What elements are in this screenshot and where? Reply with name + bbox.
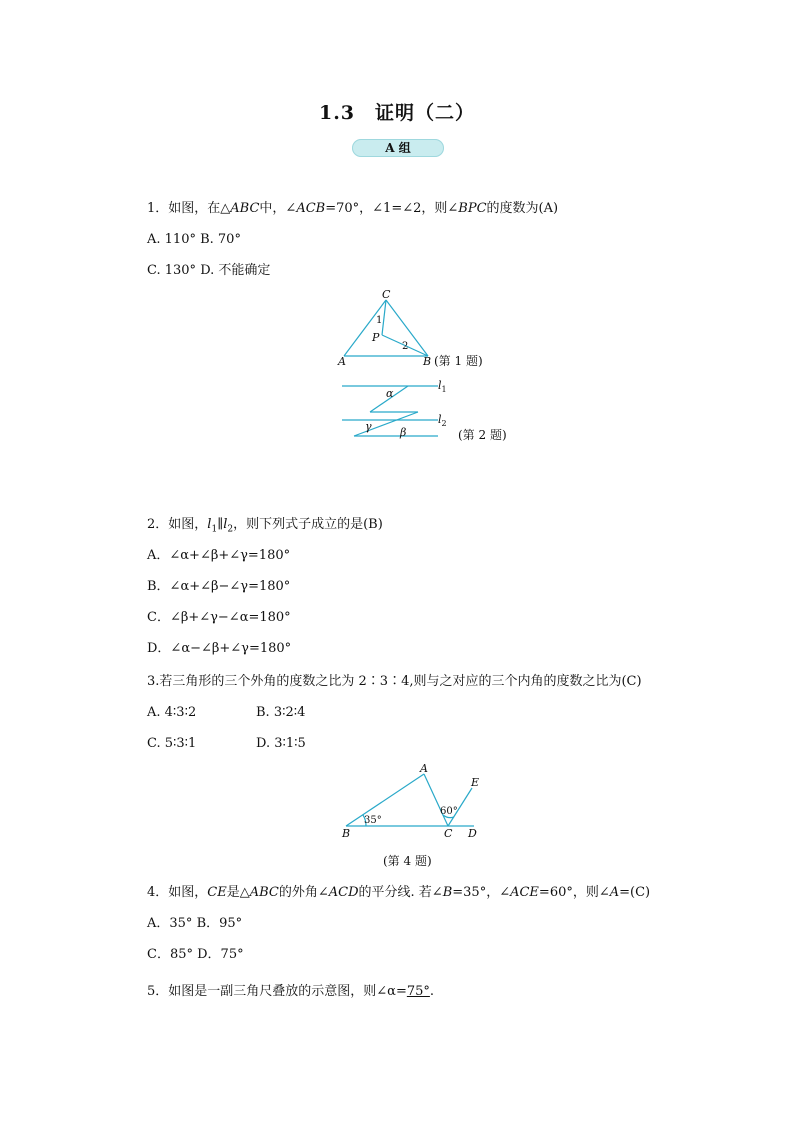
q5-answer: 75°	[406, 984, 430, 999]
q2-option-c: C．∠β+∠γ−∠α=180°	[147, 610, 291, 625]
q4-label-d: D	[468, 827, 477, 840]
q3-option-c: C. 5∶3∶1	[147, 736, 197, 751]
q2-option-b: B．∠α+∠β−∠γ=180°	[147, 579, 291, 594]
q5-stem: 5．如图是一副三角尺叠放的示意图，则∠α=75°.	[147, 984, 435, 999]
q3-option-b: B. 3∶2∶4	[256, 705, 306, 720]
q1-options-cd: C. 130° D. 不能确定	[147, 263, 271, 278]
q2-label-l1: $l_1$	[438, 379, 447, 394]
q2-figure	[338, 378, 456, 440]
q4-options-cd: C．85° D．75°	[147, 947, 244, 962]
q2-label-gamma: γ	[365, 420, 372, 433]
q1-label-b: B	[423, 355, 432, 368]
q3-option-d: D. 3∶1∶5	[256, 736, 306, 751]
q3-stem: 3.若三角形的三个外角的度数之比为 2∶3∶4,则与之对应的三个内角的度数之比为(C)	[147, 674, 642, 689]
q2-stem: 2．如图，$l_1\parallel l_2$，则下列式子成立的是(B)	[147, 517, 383, 535]
q1-label-1: 1	[376, 315, 383, 326]
q4-label-b: B	[342, 827, 351, 840]
q1-label-a: A	[338, 355, 346, 368]
q4-caption: (第 4 题)	[383, 854, 432, 868]
q4-stem: 4．如图，CE是△ABC的外角∠ACD的平分线. 若∠B=35°，∠ACE=60°，则∠A=(C)	[147, 885, 651, 900]
q1-label-c: C	[382, 288, 391, 301]
q2-zigzag-3	[354, 412, 418, 436]
q4-label-a: A	[420, 762, 428, 775]
q4-label-c: C	[444, 827, 453, 840]
page-title: 1.3 证明（二）	[318, 102, 476, 124]
q4-line-ac	[424, 774, 448, 826]
q1-stem: 1．如图，在△ABC中，∠ACB=70°，∠1=∠2，则∠BPC的度数为(A)	[147, 201, 559, 216]
q1-options-ab: A. 110° B. 70°	[147, 232, 241, 247]
q4-label-e: E	[471, 776, 480, 789]
q2-label-alpha: α	[386, 387, 394, 400]
q2-option-d: D．∠α−∠β+∠γ=180°	[147, 641, 292, 656]
q4-figure	[338, 762, 486, 842]
q2-label-beta: β	[400, 426, 407, 439]
q1-label-p: P	[372, 331, 380, 344]
q1-figure	[330, 288, 440, 368]
q4-label-60: 60°	[440, 806, 458, 817]
q2-label-l2: $l_2$	[438, 413, 447, 428]
q1-label-2: 2	[402, 341, 409, 352]
q2-caption: (第 2 题)	[458, 428, 507, 442]
group-badge: A 组	[352, 139, 444, 157]
q1-caption: (第 1 题)	[434, 354, 483, 368]
q4-options-ab: A．35° B．95°	[147, 916, 243, 931]
q1-line-ac	[344, 300, 386, 356]
q4-line-ba	[346, 774, 424, 826]
q4-label-35: 35°	[364, 815, 382, 826]
q3-option-a: A. 4∶3∶2	[147, 705, 197, 720]
q2-option-a: A．∠α+∠β+∠γ=180°	[147, 548, 291, 563]
